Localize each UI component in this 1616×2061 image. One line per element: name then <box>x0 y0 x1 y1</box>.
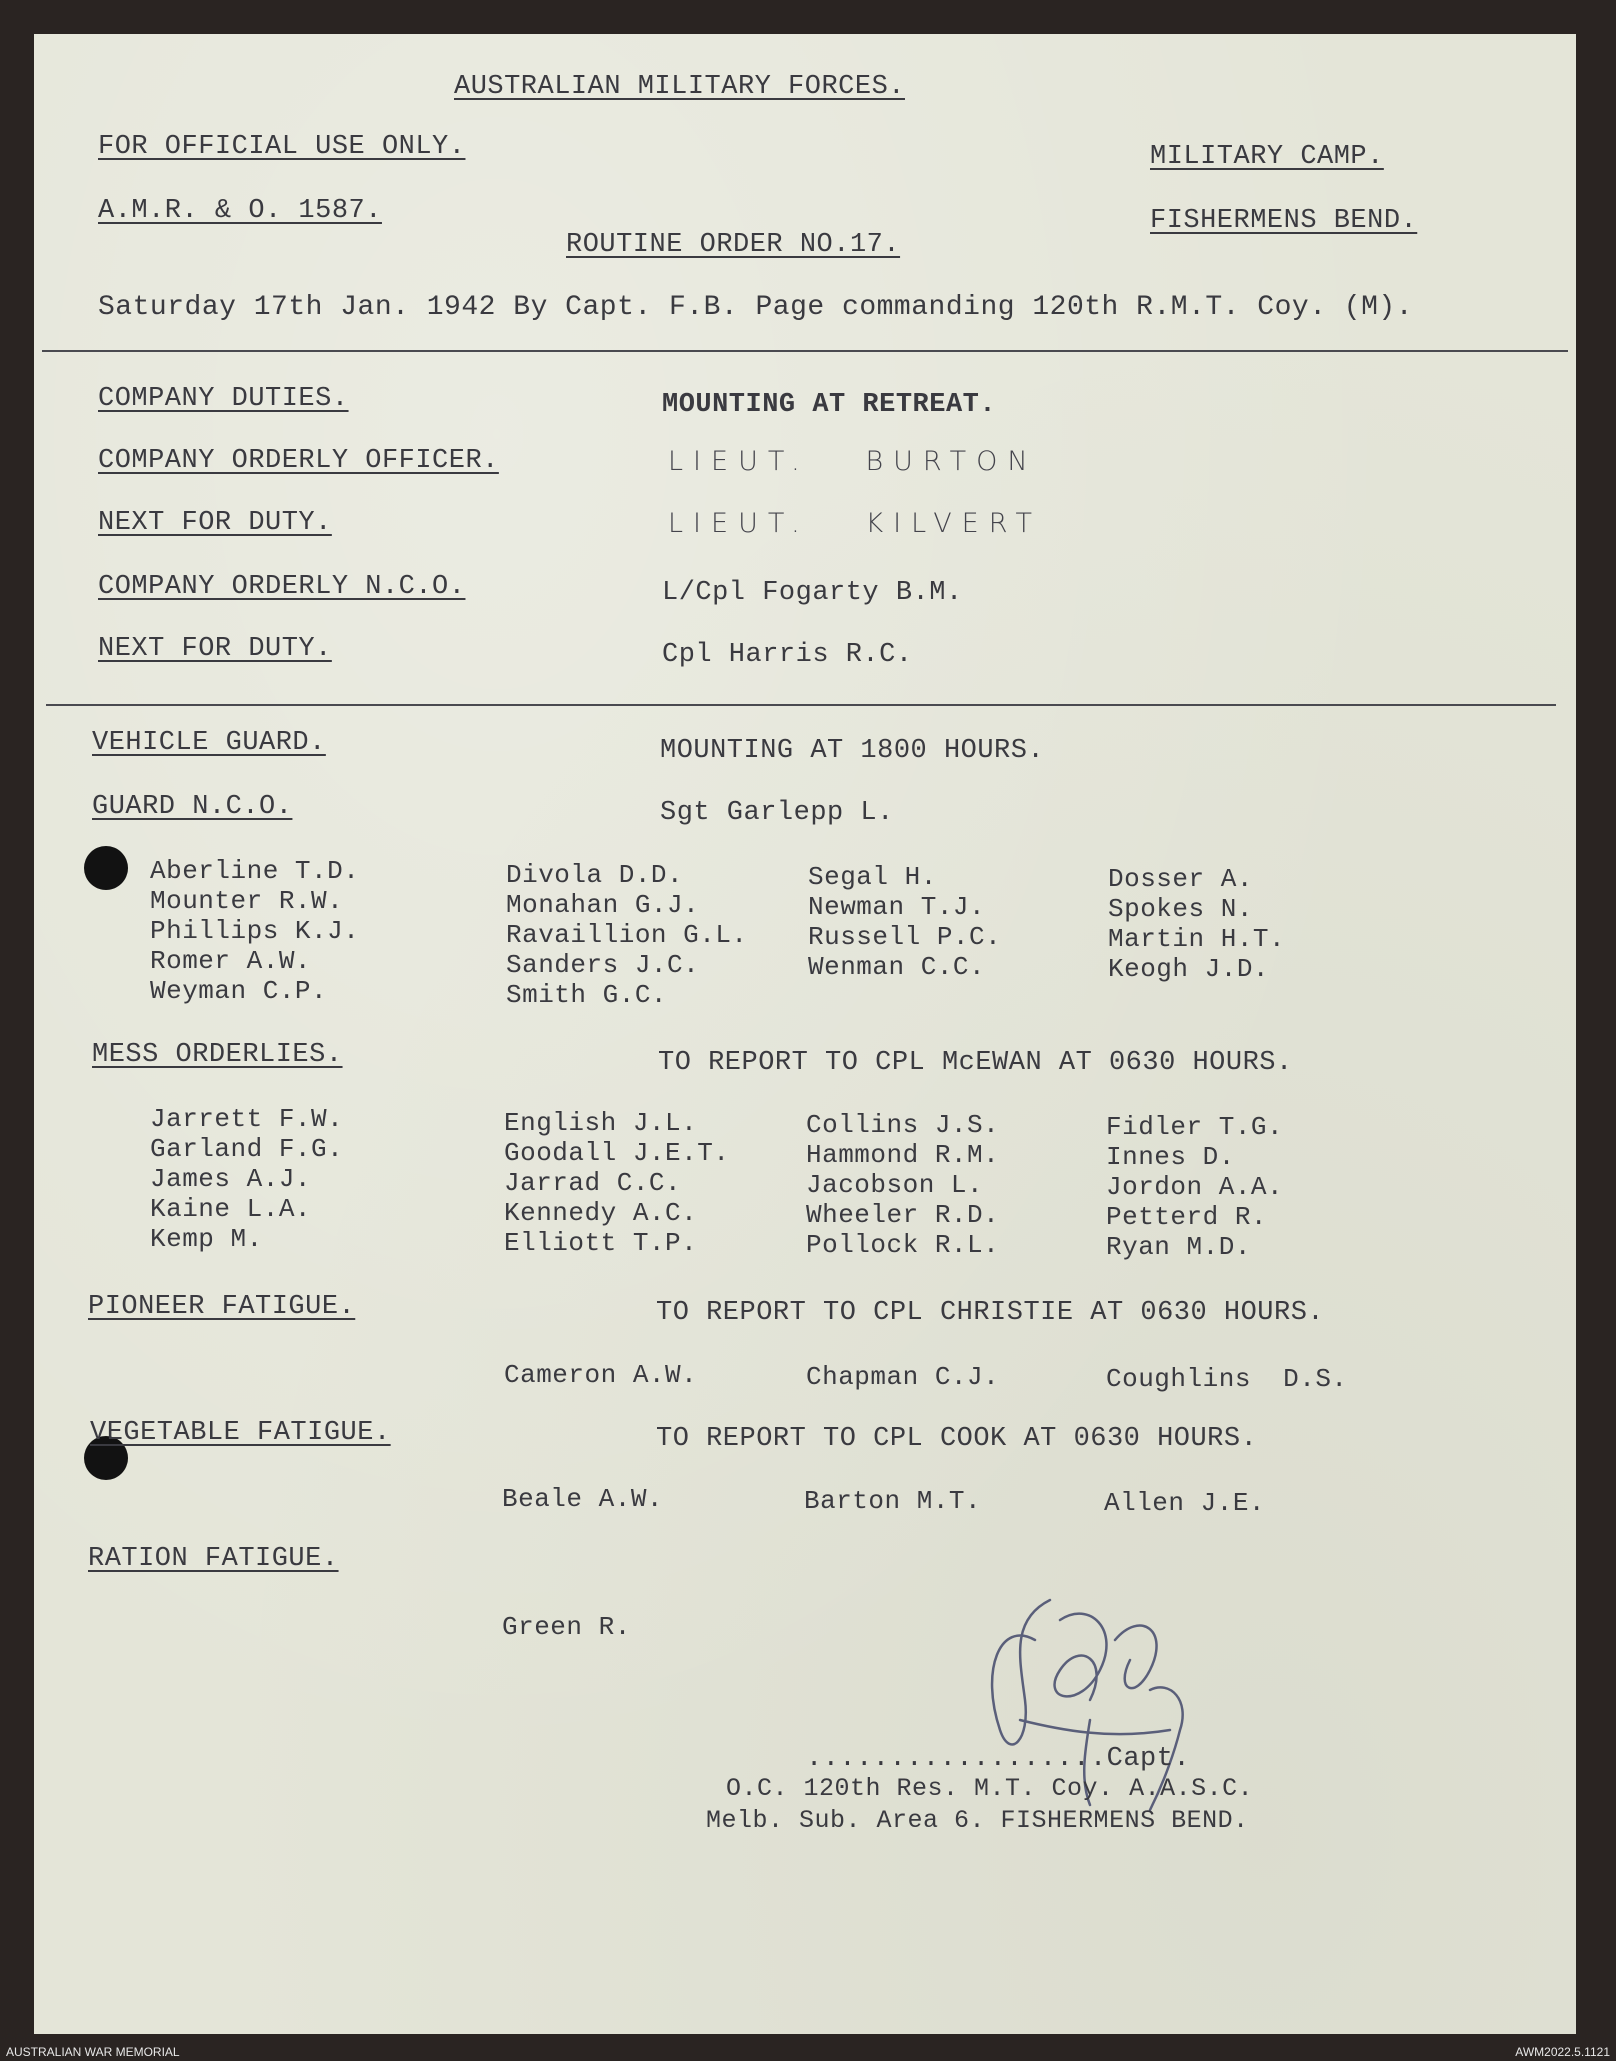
next-duty-nco-label: NEXT FOR DUTY. <box>98 634 332 664</box>
list-item: Innes D. <box>1106 1142 1235 1172</box>
divider <box>42 350 1568 352</box>
list-item: Monahan G.J. <box>506 890 700 920</box>
list-item: Smith G.C. <box>506 980 668 1010</box>
next-duty-nco-value: Cpl Harris R.C. <box>662 640 913 670</box>
list-item: Newman T.J. <box>808 892 986 922</box>
vegetable-fatigue-label: VEGETABLE FATIGUE. <box>90 1418 391 1448</box>
reference-number: A.M.R. & O. 1587. <box>98 196 382 226</box>
official-use-heading: FOR OFFICIAL USE ONLY. <box>98 132 466 162</box>
list-item: Barton M.T. <box>804 1486 982 1516</box>
date-line: Saturday 17th Jan. 1942 By Capt. F.B. Page commanding 120th R.M.T. Coy. (M). <box>98 292 1414 323</box>
list-item: Sanders J.C. <box>506 950 700 980</box>
punch-hole <box>84 846 128 890</box>
footer-archive-name: AUSTRALIAN WAR MEMORIAL <box>6 2045 180 2059</box>
list-item: Petterd R. <box>1106 1202 1268 1232</box>
list-item: Allen J.E. <box>1104 1488 1266 1518</box>
pioneer-fatigue-label: PIONEER FATIGUE. <box>88 1292 356 1322</box>
list-item: Martin H.T. <box>1108 924 1286 954</box>
list-item: Kennedy A.C. <box>504 1198 698 1228</box>
pioneer-fatigue-value: TO REPORT TO CPL CHRISTIE AT 0630 HOURS. <box>656 1298 1325 1328</box>
list-item: Jarrad C.C. <box>504 1168 682 1198</box>
list-item: Jarrett F.W. <box>150 1104 344 1134</box>
list-item: Hammond R.M. <box>806 1140 1000 1170</box>
routine-order-number: ROUTINE ORDER NO.17. <box>566 230 901 260</box>
company-duties-value: MOUNTING AT RETREAT. <box>662 390 997 420</box>
signature-dots: ..................Capt. <box>806 1744 1191 1774</box>
list-item: Collins J.S. <box>806 1110 1000 1140</box>
footer-archive-id: AWM2022.5.1121 <box>1515 2045 1610 2059</box>
location-bend: FISHERMENS BEND. <box>1150 206 1418 236</box>
list-item: Elliott T.P. <box>504 1228 698 1258</box>
list-item: Garland F.G. <box>150 1134 344 1164</box>
list-item: Goodall J.E.T. <box>504 1138 730 1168</box>
orderly-nco-value: L/Cpl Fogarty B.M. <box>662 578 963 608</box>
list-item: Fidler T.G. <box>1106 1112 1284 1142</box>
list-item: English J.L. <box>504 1108 698 1138</box>
list-item: Aberline T.D. <box>150 856 360 886</box>
list-item: Divola D.D. <box>506 860 684 890</box>
list-item: Keogh J.D. <box>1108 954 1270 984</box>
next-duty-handwritten: LIEUT. KILVERT <box>668 508 1043 539</box>
list-item: Kaine L.A. <box>150 1194 312 1224</box>
list-item: Mounter R.W. <box>150 886 344 916</box>
list-item: Beale A.W. <box>502 1484 664 1514</box>
list-item: Coughlins D.S. <box>1106 1364 1348 1394</box>
list-item: Ravaillion G.L. <box>506 920 748 950</box>
mess-orderlies-label: MESS ORDERLIES. <box>92 1040 343 1070</box>
orderly-nco-label: COMPANY ORDERLY N.C.O. <box>98 572 466 602</box>
list-item: Segal H. <box>808 862 937 892</box>
next-duty-label: NEXT FOR DUTY. <box>98 508 332 538</box>
list-item: Jordon A.A. <box>1106 1172 1284 1202</box>
location-camp: MILITARY CAMP. <box>1150 142 1384 172</box>
orderly-officer-label: COMPANY ORDERLY OFFICER. <box>98 446 499 476</box>
list-item: Wheeler R.D. <box>806 1200 1000 1230</box>
company-duties-label: COMPANY DUTIES. <box>98 384 349 414</box>
document-page <box>34 34 1576 2034</box>
list-item: Cameron A.W. <box>504 1360 698 1390</box>
list-item: Ryan M.D. <box>1106 1232 1251 1262</box>
list-item: Phillips K.J. <box>150 916 360 946</box>
list-item: Russell P.C. <box>808 922 1002 952</box>
list-item: Wenman C.C. <box>808 952 986 982</box>
list-item: Weyman C.P. <box>150 976 328 1006</box>
list-item: Kemp M. <box>150 1224 263 1254</box>
list-item: Pollock R.L. <box>806 1230 1000 1260</box>
guard-nco-label: GUARD N.C.O. <box>92 792 293 822</box>
list-item: Romer A.W. <box>150 946 312 976</box>
signature-title: O.C. 120th Res. M.T. Coy. A.A.S.C. <box>726 1774 1254 1803</box>
list-item: Chapman C.J. <box>806 1362 1000 1392</box>
list-item: James A.J. <box>150 1164 312 1194</box>
ration-fatigue-label: RATION FATIGUE. <box>88 1544 339 1574</box>
document-title: AUSTRALIAN MILITARY FORCES. <box>454 72 905 102</box>
mess-orderlies-value: TO REPORT TO CPL McEWAN AT 0630 HOURS. <box>658 1048 1293 1078</box>
list-item: Spokes N. <box>1108 894 1253 924</box>
guard-nco-value: Sgt Garlepp L. <box>660 798 894 828</box>
list-item: Jacobson L. <box>806 1170 984 1200</box>
vehicle-guard-label: VEHICLE GUARD. <box>92 728 326 758</box>
orderly-officer-handwritten: LIEUT. BURTON <box>668 446 1038 477</box>
signature-location: Melb. Sub. Area 6. FISHERMENS BEND. <box>706 1806 1249 1835</box>
vegetable-fatigue-value: TO REPORT TO CPL COOK AT 0630 HOURS. <box>656 1424 1258 1454</box>
list-item: Dosser A. <box>1108 864 1253 894</box>
list-item: Green R. <box>502 1612 631 1642</box>
divider <box>46 704 1556 706</box>
vehicle-guard-value: MOUNTING AT 1800 HOURS. <box>660 736 1045 766</box>
